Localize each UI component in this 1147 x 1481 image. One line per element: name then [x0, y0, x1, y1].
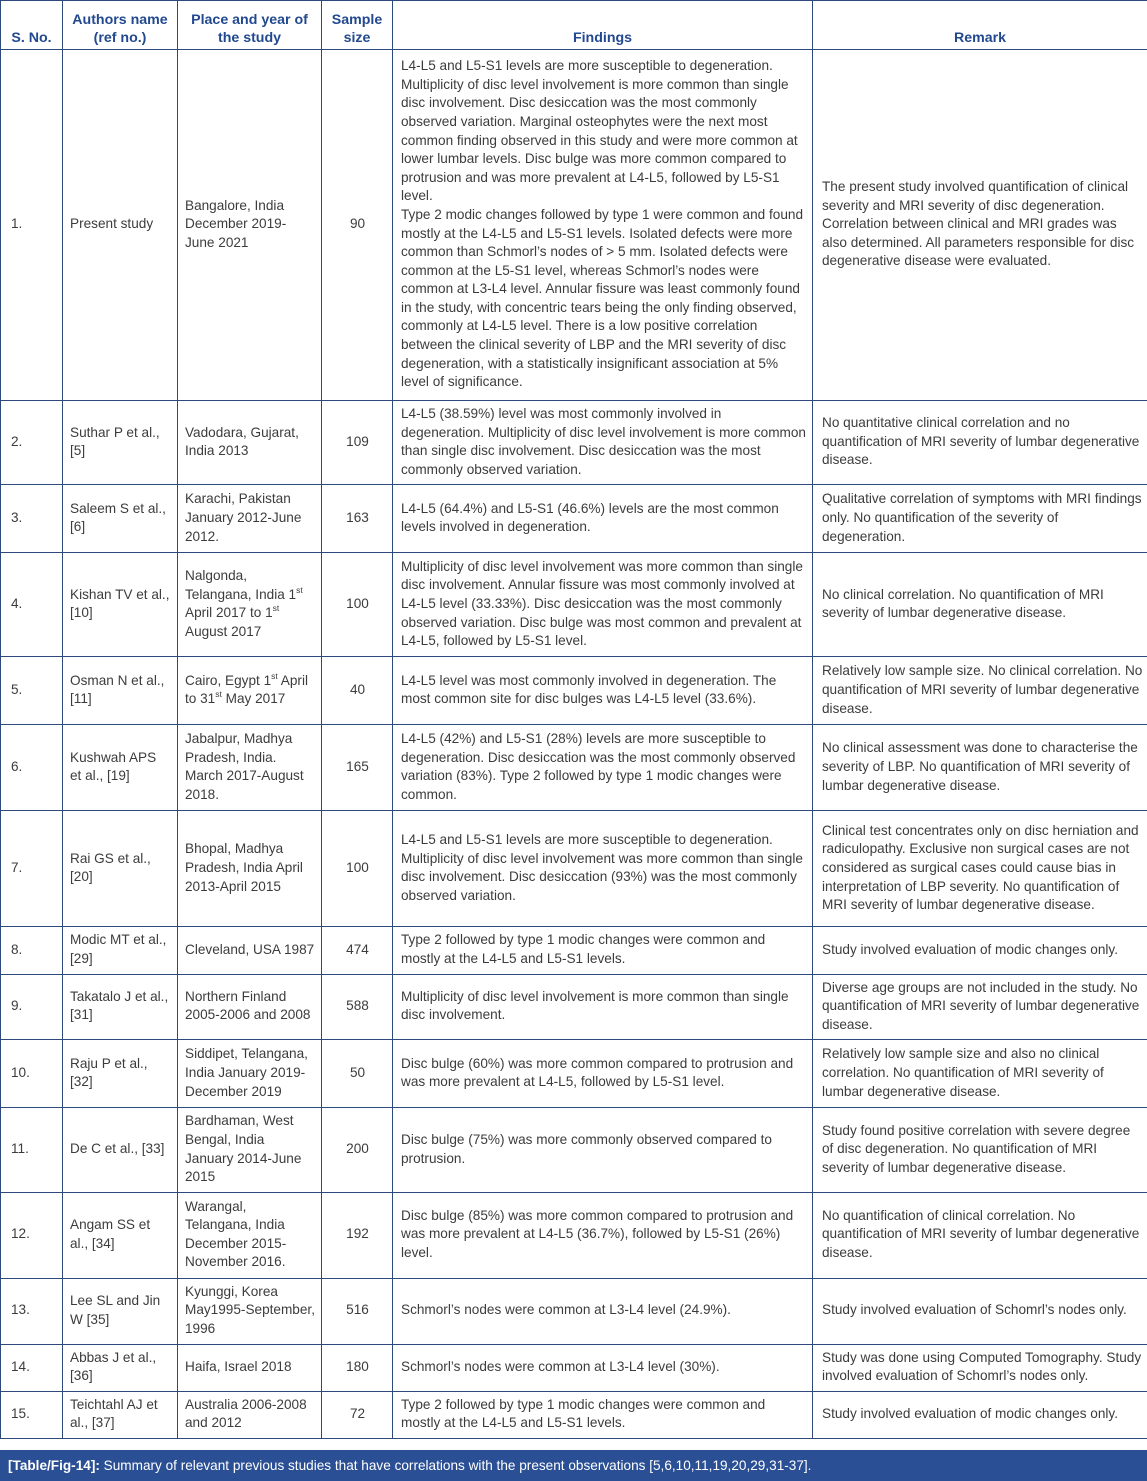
cell-remark: Study involved evaluation of modic changes only. [813, 927, 1147, 974]
header-authors-line1: Authors name [72, 12, 168, 28]
cell-sno: 4. [1, 553, 63, 657]
cell-authors: De C et al., [33] [63, 1108, 178, 1192]
table-body [1, 50, 1147, 1439]
header-remark: Remark [813, 1, 1147, 50]
ordinal-suffix: st [271, 670, 278, 681]
table-header-row [1, 1, 1147, 50]
cell-sample-size: 163 [322, 485, 393, 553]
table-row [1, 1278, 1147, 1344]
table-row [1, 553, 1147, 657]
place-text: April to 31 [185, 672, 308, 707]
cell-authors: Suthar P et al., [5] [63, 401, 178, 485]
cell-place [178, 485, 322, 553]
cell-remark: Study involved evaluation of modic changes only. [813, 1391, 1147, 1438]
cell-remark: No quantification of clinical correlation. No quantification of MRI severity of lumbar degenerative disease. [813, 1192, 1147, 1278]
cell-remark: Study found positive correlation with severe degree of disc degeneration. No quantification of MRI severity of lumbar degenerative disease. [813, 1108, 1147, 1192]
findings-paragraph: L4-L5 and L5-S1 levels are more susceptible to degeneration. Multiplicity of disc level involvement was more common than single disc involvement. Disc desiccation (93%) was the most commonly observed variation. [401, 832, 803, 903]
header-size [322, 1, 393, 50]
cell-sample-size: 72 [322, 1391, 393, 1438]
cell-findings [393, 974, 813, 1040]
table-row [1, 1344, 1147, 1391]
cell-sample-size: 90 [322, 50, 393, 401]
cell-remark: Study involved evaluation of Schomrl’s nodes only. [813, 1278, 1147, 1344]
cell-sample-size: 50 [322, 1040, 393, 1108]
findings-paragraph: Schmorl’s nodes were common at L3-L4 level (24.9%). [401, 1302, 731, 1318]
table-row [1, 657, 1147, 725]
findings-paragraph: L4-L5 (64.4%) and L5-S1 (46.6%) levels are the most common levels involved in degeneration. [401, 500, 779, 535]
header-authors-line2: (ref no.) [93, 30, 147, 46]
cell-sno: 6. [1, 725, 63, 811]
cell-place [178, 657, 322, 725]
cell-remark: No clinical assessment was done to characterise the severity of LBP. No quantification of MRI severity of lumbar degenerative disease. [813, 725, 1147, 811]
place-text: Cleveland, USA 1987 [185, 941, 315, 957]
cell-place [178, 725, 322, 811]
place-text: Haifa, Israel 2018 [185, 1358, 292, 1374]
place-text: Cairo, Egypt 1 [185, 672, 272, 688]
caption-text: Summary of relevant previous studies that have correlations with the present observations [5,6,10,11,19,20,29,31-37]. [99, 1458, 812, 1473]
header-authors [63, 1, 178, 50]
cell-remark: Relatively low sample size and also no clinical correlation. No quantification of MRI severity of lumbar degenerative disease. [813, 1040, 1147, 1108]
cell-findings [393, 485, 813, 553]
table-row [1, 485, 1147, 553]
place-text: May 2017 [221, 691, 286, 707]
cell-remark: Relatively low sample size. No clinical correlation. No quantification of MRI severity of lumbar degenerative disease. [813, 657, 1147, 725]
ordinal-suffix: st [215, 689, 222, 700]
cell-sample-size: 192 [322, 1192, 393, 1278]
findings-paragraph: Type 2 modic changes followed by type 1 were common and found mostly at the L4-L5 and L5-S1 levels. Isolated defects were more common than Schmorl’s nodes of > 5 mm. Isolated defects were common at the L5-S1 level, whereas Schmorl’s nodes were common at L3-L4 level. Annular fissure was least commonly found in the study, with concentric tears being the only finding observed, commonly at L4-L5 level. There is a low positive correlation between the clinical severity of LBP and the MRI severity of disc degeneration, with a statistically insignificant association at 5% level of significance. [401, 206, 804, 390]
cell-authors: Kishan TV et al., [10] [63, 553, 178, 657]
cell-sno: 2. [1, 401, 63, 485]
place-text: Kyunggi, Korea May1995-September, 1996 [185, 1283, 315, 1336]
cell-remark: Qualitative correlation of symptoms with MRI findings only. No quantification of the severity of degeneration. [813, 485, 1147, 553]
cell-sample-size: 180 [322, 1344, 393, 1391]
place-text: Australia 2006-2008 and 2012 [185, 1396, 307, 1431]
cell-remark: The present study involved quantification of clinical severity and MRI severity of disc degeneration. Correlation between clinical and MRI grades was also determined. All parameters responsible for disc degenerative disease were evaluated. [813, 50, 1147, 401]
cell-sno: 15. [1, 1391, 63, 1438]
findings-paragraph: Multiplicity of disc level involvement was more common than single disc involvement. Annular fissure was most commonly involved at L4-L5 level (33.33%). Disc desiccation was the most commonly observed variation. Disc bulge was most common and prevalent at L4-L5, followed by L5-S1 level. [401, 558, 803, 649]
cell-sample-size: 100 [322, 553, 393, 657]
table-row [1, 1391, 1147, 1438]
header-size-line2: size [343, 30, 371, 46]
place-text: April 2017 to 1 [185, 605, 273, 621]
cell-sample-size: 109 [322, 401, 393, 485]
cell-sample-size: 200 [322, 1108, 393, 1192]
findings-paragraph: Disc bulge (85%) was more common compared to protrusion and was more prevalent at L4-L5 (36.7%), followed by L5-S1 (26%) level. [401, 1207, 794, 1261]
table-row [1, 927, 1147, 974]
cell-sno: 12. [1, 1192, 63, 1278]
cell-sample-size: 516 [322, 1278, 393, 1344]
header-place-line2: the study [217, 30, 282, 46]
cell-authors: Takatalo J et al., [31] [63, 974, 178, 1040]
cell-remark: Study was done using Computed Tomography. Study involved evaluation of Schomrl’s nodes only. [813, 1344, 1147, 1391]
cell-place [178, 1344, 322, 1391]
findings-paragraph: Type 2 followed by type 1 modic changes were common and mostly at the L4-L5 and L5-S1 levels. [401, 1396, 766, 1431]
cell-remark: No clinical correlation. No quantification of MRI severity of lumbar degenerative disease. [813, 553, 1147, 657]
table-row [1, 974, 1147, 1040]
cell-place [178, 1108, 322, 1192]
cell-place [178, 1040, 322, 1108]
cell-sno: 5. [1, 657, 63, 725]
place-text: Bhopal, Madhya Pradesh, India April 2013-April 2015 [185, 841, 303, 894]
place-text: August 2017 [185, 623, 262, 639]
cell-sno: 9. [1, 974, 63, 1040]
cell-sno: 8. [1, 927, 63, 974]
caption-label: [Table/Fig-14]: [8, 1458, 100, 1473]
cell-authors: Modic MT et al., [29] [63, 927, 178, 974]
cell-place [178, 1278, 322, 1344]
cell-sno: 10. [1, 1040, 63, 1108]
cell-sno: 7. [1, 811, 63, 927]
cell-findings [393, 1391, 813, 1438]
cell-sno: 11. [1, 1108, 63, 1192]
place-text: Warangal, Telangana, India December 2015-November 2016. [185, 1198, 287, 1270]
header-size-line1: Sample [331, 12, 383, 28]
findings-paragraph: L4-L5 level was most commonly involved in degeneration. The most common site for disc bulges was L4-L5 level (33.6%). [401, 672, 777, 707]
ordinal-suffix: st [272, 603, 280, 614]
cell-place [178, 1391, 322, 1438]
cell-place [178, 927, 322, 974]
cell-sample-size: 100 [322, 811, 393, 927]
findings-paragraph: Multiplicity of disc level involvement is more common than single disc involvement. [401, 988, 789, 1023]
cell-place [178, 553, 322, 657]
cell-authors: Angam SS et al., [34] [63, 1192, 178, 1278]
header-sno: S. No. [1, 1, 63, 50]
cell-findings [393, 927, 813, 974]
table-row [1, 811, 1147, 927]
cell-sno: 13. [1, 1278, 63, 1344]
ordinal-suffix: st [296, 584, 303, 595]
place-text: Bangalore, India December 2019-June 2021 [185, 197, 287, 250]
table-caption [0, 1450, 1147, 1481]
place-text: Bardhaman, West Bengal, India January 2014-June 2015 [185, 1113, 302, 1185]
cell-authors: Teichtahl AJ et al., [37] [63, 1391, 178, 1438]
cell-findings [393, 1108, 813, 1192]
table-row [1, 1192, 1147, 1278]
cell-remark: Clinical test concentrates only on disc herniation and radiculopathy. Exclusive non surgical cases are not considered as surgical cases could cause bias in interpretation of LBP severity. No quantification of MRI severity of lumbar degenerative disease. [813, 811, 1147, 927]
cell-sno: 14. [1, 1344, 63, 1391]
cell-findings [393, 725, 813, 811]
findings-paragraph: Disc bulge (60%) was more common compared to protrusion and was more prevalent at L4-L5, followed by L5-S1 level. [401, 1055, 794, 1090]
cell-findings [393, 1278, 813, 1344]
cell-place [178, 401, 322, 485]
cell-sno: 3. [1, 485, 63, 553]
cell-authors: Kushwah APS et al., [19] [63, 725, 178, 811]
place-text: Siddipet, Telangana, India January 2019-December 2019 [185, 1046, 308, 1099]
cell-authors: Raju P et al., [32] [63, 1040, 178, 1108]
header-findings: Findings [393, 1, 813, 50]
cell-place [178, 1192, 322, 1278]
cell-authors: Lee SL and Jin W [35] [63, 1278, 178, 1344]
cell-findings [393, 811, 813, 927]
findings-paragraph: L4-L5 and L5-S1 levels are more susceptible to degeneration. Multiplicity of disc level involvement is more common than single disc involvement. Disc desiccation was the most commonly observed variation. Marginal osteophytes were the next most common finding observed in this study and were more common at lower lumbar levels. Disc bulge was more common compared to protrusion and was more prevalent at L4-L5, followed by L5-S1 level. [401, 58, 798, 204]
table-row [1, 50, 1147, 401]
cell-findings [393, 657, 813, 725]
cell-findings [393, 1344, 813, 1391]
cell-authors: Rai GS et al., [20] [63, 811, 178, 927]
cell-findings [393, 1040, 813, 1108]
place-text: Jabalpur, Madhya Pradesh, India. March 2017-August 2018. [185, 731, 304, 802]
cell-sample-size: 165 [322, 725, 393, 811]
place-text: Vadodara, Gujarat, India 2013 [185, 424, 299, 459]
cell-authors: Osman N et al., [11] [63, 657, 178, 725]
cell-findings [393, 1192, 813, 1278]
findings-paragraph: L4-L5 (42%) and L5-S1 (28%) levels are more susceptible to degeneration. Disc desiccation was the most commonly observed variation (83%). Type 2 followed by type 1 modic changes were common. [401, 731, 796, 802]
cell-remark: Diverse age groups are not included in the study. No quantification of MRI severity of lumbar degenerative disease. [813, 974, 1147, 1040]
cell-place [178, 811, 322, 927]
cell-remark: No quantitative clinical correlation and no quantification of MRI severity of lumbar degenerative disease. [813, 401, 1147, 485]
place-text: Northern Finland 2005-2006 and 2008 [185, 988, 311, 1023]
cell-sample-size: 588 [322, 974, 393, 1040]
cell-findings [393, 50, 813, 401]
place-text: Karachi, Pakistan January 2012-June 2012. [185, 491, 302, 544]
cell-place [178, 974, 322, 1040]
cell-findings [393, 401, 813, 485]
findings-paragraph: Schmorl’s nodes were common at L3-L4 level (30%). [401, 1358, 720, 1374]
cell-findings [393, 553, 813, 657]
header-place [178, 1, 322, 50]
findings-paragraph: Type 2 followed by type 1 modic changes were common and mostly at the L4-L5 and L5-S1 levels. [401, 932, 766, 966]
findings-paragraph: L4-L5 (38.59%) level was most commonly involved in degeneration. Multiplicity of disc level involvement is more common than single disc involvement. Disc desiccation was the most commonly observed variation. [401, 406, 806, 477]
header-place-line1: Place and year of [191, 12, 308, 28]
place-text: Nalgonda, Telangana, India 1 [185, 568, 297, 602]
cell-authors: Present study [63, 50, 178, 401]
cell-place [178, 50, 322, 401]
table-row [1, 725, 1147, 811]
table-row [1, 401, 1147, 485]
cell-authors: Saleem S et al., [6] [63, 485, 178, 553]
table-row [1, 1108, 1147, 1192]
cell-sample-size: 40 [322, 657, 393, 725]
cell-sno: 1. [1, 50, 63, 401]
cell-authors: Abbas J et al., [36] [63, 1344, 178, 1391]
findings-paragraph: Disc bulge (75%) was more commonly observed compared to protrusion. [401, 1131, 772, 1166]
table-row [1, 1040, 1147, 1108]
cell-sample-size: 474 [322, 927, 393, 974]
